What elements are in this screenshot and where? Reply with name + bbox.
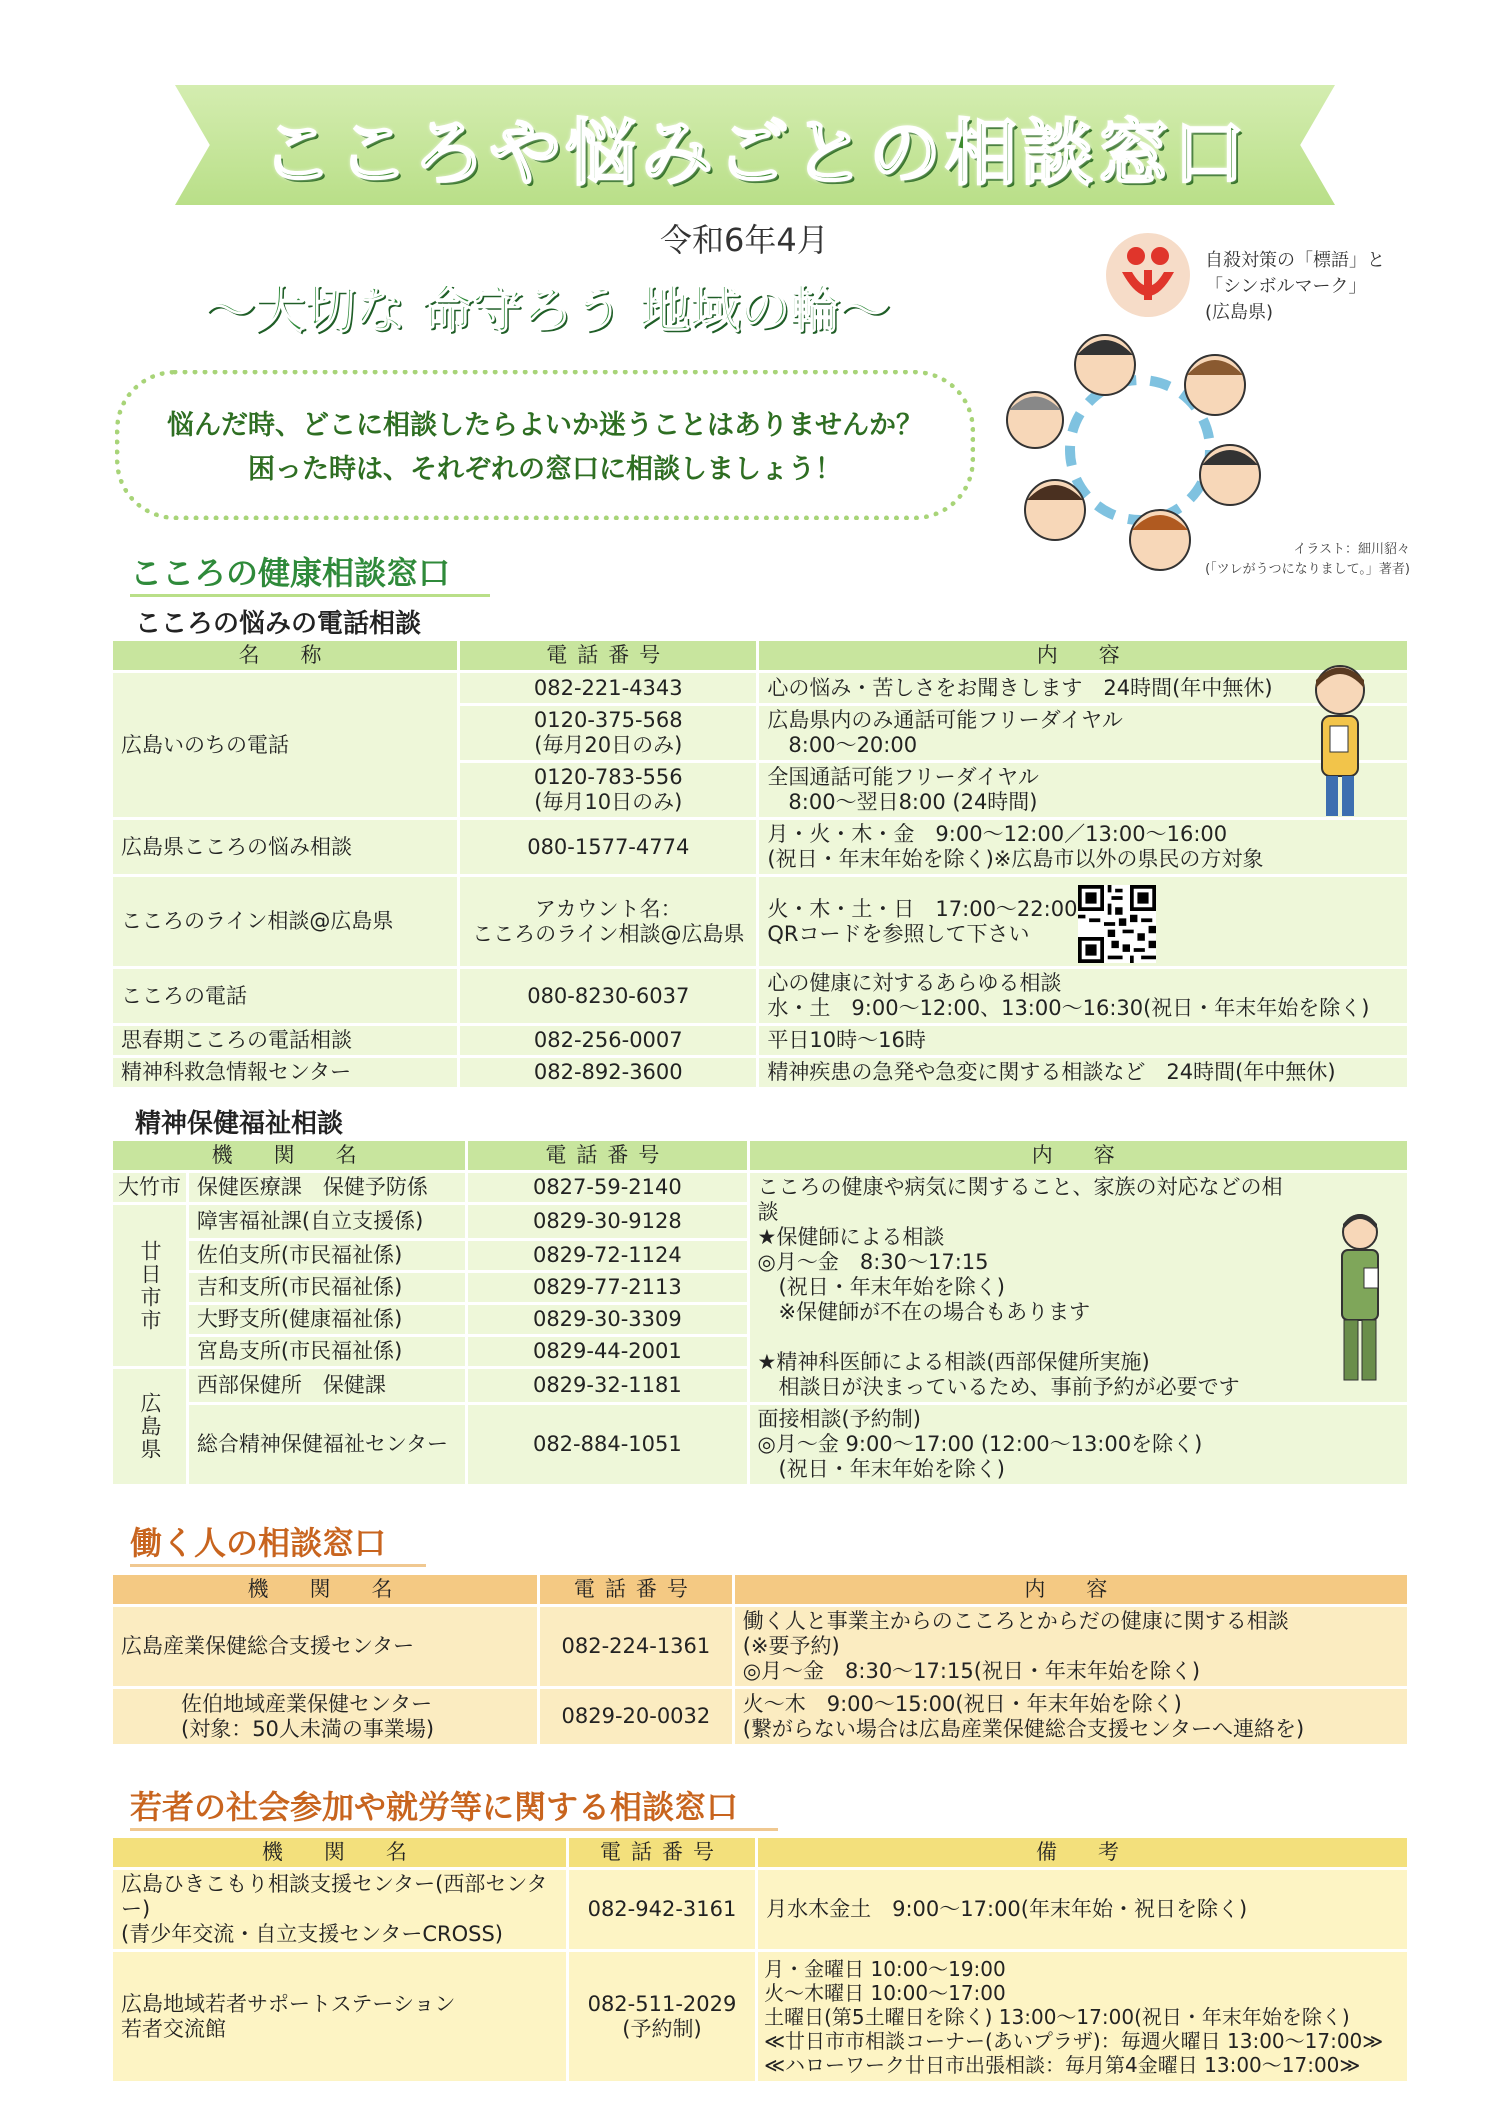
col-header-org: 機 関 名 bbox=[112, 1837, 568, 1869]
table-row bbox=[112, 819, 1409, 876]
credit-line: イラスト：細川貂々 bbox=[1293, 542, 1410, 557]
org-name: 広島いのちの電話 bbox=[112, 672, 459, 819]
bubble-line-2: 困った時は、それぞれの窓口に相談しましょう！ bbox=[248, 454, 842, 485]
table-row bbox=[112, 672, 1409, 705]
col-header-content: 内 容 bbox=[733, 1574, 1408, 1606]
col-header-phone: 電話番号 bbox=[539, 1574, 734, 1606]
org-name: 吉和支所(市民福祉係) bbox=[187, 1272, 466, 1304]
col-header-content: 内 容 bbox=[748, 1140, 1408, 1172]
content-text: 広島県内のみ通話可能フリーダイヤル 8:00～20:00 bbox=[758, 705, 1409, 762]
content-text: 全国通話可能フリーダイヤル 8:00～翌日8:00 (24時間) bbox=[758, 762, 1409, 819]
org-name: 大野支所(健康福祉係) bbox=[187, 1304, 466, 1336]
section-title-kokoro: こころの健康相談窓口 bbox=[130, 548, 490, 597]
credit-line: (「ツレがうつになりまして。」著者) bbox=[1205, 562, 1410, 577]
col-header-phone: 電話番号 bbox=[567, 1837, 756, 1869]
col-header-content: 内 容 bbox=[758, 640, 1409, 672]
table-row bbox=[112, 1404, 1409, 1486]
org-name: 保健医療課 保健予防係 bbox=[187, 1172, 466, 1204]
woman-on-phone-illustration bbox=[1300, 660, 1380, 820]
col-header-org: 機 関 名 bbox=[112, 1140, 467, 1172]
section-title-youth: 若者の社会参加や就労等に関する相談窓口 bbox=[130, 1782, 778, 1831]
page-title: こころや悩みごとの相談窓口 bbox=[260, 111, 1249, 195]
note-text: 月水木金土 9:00～17:00(年末年始・祝日を除く) bbox=[757, 1869, 1409, 1951]
org-name: 宮島支所(市民福祉係) bbox=[187, 1336, 466, 1368]
subtitle-mental-health: 精神保健福祉相談 bbox=[135, 1109, 344, 1139]
title-banner bbox=[175, 85, 1335, 205]
symbol-mark-icon bbox=[1100, 230, 1196, 320]
table-header-row bbox=[112, 1140, 1409, 1172]
org-name: こころのライン相談@広島県 bbox=[112, 876, 459, 968]
content-text: 精神疾患の急発や急変に関する相談など 24時間(年中無休) bbox=[758, 1057, 1409, 1089]
org-name: 佐伯地域産業保健センター (対象：50人未満の事業場) bbox=[112, 1688, 539, 1746]
org-name: 広島県こころの悩み相談 bbox=[112, 819, 459, 876]
illustration-credit bbox=[1170, 540, 1410, 580]
col-header-phone: 電話番号 bbox=[459, 640, 758, 672]
content-text: 火～木 9:00～15:00(祝日・年末年始を除く) (繋がらない場合は広島産業保健総合支援センターへ連絡を) bbox=[733, 1688, 1408, 1746]
phone-number: 082-942-3161 bbox=[567, 1869, 756, 1951]
youth-table bbox=[110, 1835, 1410, 2084]
phone-number: 0120-375-568 (毎月20日のみ) bbox=[459, 705, 758, 762]
content-text: 心の悩み・苦しさをお聞きします 24時間(年中無休) bbox=[758, 672, 1409, 705]
health-worker-illustration bbox=[1330, 1210, 1390, 1385]
city-name: 廿日市市 bbox=[112, 1204, 188, 1368]
org-name: 西部保健所 保健課 bbox=[187, 1368, 466, 1404]
org-name: 思春期こころの電話相談 bbox=[112, 1025, 459, 1057]
phone-number: 0829-30-3309 bbox=[467, 1304, 748, 1336]
note-text: 月・金曜日 10:00～19:00 火～木曜日 10:00～17:00 土曜日(第5土曜日を除く) 13:00～17:00(祝日・年末年始を除く) ≪廿日市市相談コーナー(あいプラザ)：毎週火曜日 13:00～17:00≫ ≪ハローワーク廿日市出張相談：毎月第4金曜日 13:00～17:00≫ bbox=[757, 1951, 1409, 2083]
org-name: 障害福祉課(自立支援係) bbox=[187, 1204, 466, 1240]
phone-number: 080-1577-4774 bbox=[459, 819, 758, 876]
table-row bbox=[112, 1688, 1409, 1746]
col-header-note: 備 考 bbox=[757, 1837, 1409, 1869]
org-name: 広島ひきこもり相談支援センター(西部センター) (青少年交流・自立支援センターCROSS) bbox=[112, 1869, 568, 1951]
content-text: 心の健康に対するあらゆる相談 水・土 9:00～12:00、13:00～16:30(祝日・年末年始を除く) bbox=[758, 968, 1409, 1025]
phone-number: 082-892-3600 bbox=[459, 1057, 758, 1089]
org-name: 佐伯支所(市民福祉係) bbox=[187, 1240, 466, 1272]
table-row bbox=[112, 1025, 1409, 1057]
phone-number: 0827-59-2140 bbox=[467, 1172, 748, 1204]
phone-number: 082-221-4343 bbox=[459, 672, 758, 705]
logo-caption bbox=[1205, 248, 1385, 326]
city-name: 広島県 bbox=[112, 1368, 188, 1486]
table-row bbox=[112, 1172, 1409, 1204]
content-text: 月・火・木・金 9:00～12:00／13:00～16:00 (祝日・年末年始を除く)※広島市以外の県民の方対象 bbox=[758, 819, 1409, 876]
phone-number: 0829-20-0032 bbox=[539, 1688, 734, 1746]
phone-consult-table bbox=[110, 638, 1410, 1090]
content-text: こころの健康や病気に関すること、家族の対応などの相談 ★保健師による相談 ◎月～金 8:30～17:15 (祝日・年末年始を除く) ※保健師が不在の場合もあります ★精神科医師による相談(西部保健所実施) 相談日が決まっているため、事前予約が必要です bbox=[748, 1172, 1408, 1404]
people-circle-illustration bbox=[995, 325, 1285, 575]
phone-number: 082-511-2029 (予約制) bbox=[567, 1951, 756, 2083]
org-name: こころの電話 bbox=[112, 968, 459, 1025]
subtitle-phone-consult: こころの悩みの電話相談 bbox=[135, 609, 422, 639]
org-name: 広島地域若者サポートステーション 若者交流館 bbox=[112, 1951, 568, 2083]
mental-health-table bbox=[110, 1138, 1410, 1487]
issue-date: 令和6年4月 bbox=[660, 221, 829, 259]
slogan: ～大切な 命守ろう 地域の輪～ bbox=[205, 281, 890, 339]
table-row bbox=[112, 1606, 1409, 1688]
phone-number: 0829-44-2001 bbox=[467, 1336, 748, 1368]
phone-number: 0829-30-9128 bbox=[467, 1204, 748, 1240]
org-name: 総合精神保健福祉センター bbox=[187, 1404, 466, 1486]
content-text: 平日10時～16時 bbox=[758, 1025, 1409, 1057]
table-header-row bbox=[112, 1837, 1409, 1869]
phone-number: 0120-783-556 (毎月10日のみ) bbox=[459, 762, 758, 819]
col-header-name: 名 称 bbox=[112, 640, 459, 672]
section-title-workers: 働く人の相談窓口 bbox=[130, 1518, 426, 1567]
org-name: 精神科救急情報センター bbox=[112, 1057, 459, 1089]
col-header-phone: 電話番号 bbox=[467, 1140, 748, 1172]
bubble-line-1: 悩んだ時、どこに相談したらよいか迷うことはありませんか？ bbox=[167, 410, 923, 441]
phone-number: 082-224-1361 bbox=[539, 1606, 734, 1688]
org-name: 広島産業保健総合支援センター bbox=[112, 1606, 539, 1688]
table-row bbox=[112, 968, 1409, 1025]
phone-number: 080-8230-6037 bbox=[459, 968, 758, 1025]
phone-number: 082-256-0007 bbox=[459, 1025, 758, 1057]
table-row bbox=[112, 876, 1409, 968]
qr-code-icon bbox=[1078, 885, 1156, 963]
speech-bubble bbox=[115, 370, 975, 520]
logo-caption-line: 「シンボルマーク」 bbox=[1205, 276, 1367, 297]
table-header-row bbox=[112, 1574, 1409, 1606]
logo-caption-line: 自殺対策の「標語」と bbox=[1205, 250, 1385, 271]
phone-number: 0829-32-1181 bbox=[467, 1368, 748, 1404]
phone-number: 0829-77-2113 bbox=[467, 1272, 748, 1304]
col-header-org: 機 関 名 bbox=[112, 1574, 539, 1606]
table-header-row bbox=[112, 640, 1409, 672]
phone-number: 082-884-1051 bbox=[467, 1404, 748, 1486]
line-account: アカウント名： こころのライン相談@広島県 bbox=[459, 876, 758, 968]
content-text: 面接相談(予約制) ◎月～金 9:00～17:00 (12:00～13:00を除く) (祝日・年末年始を除く) bbox=[748, 1404, 1408, 1486]
table-row bbox=[112, 1951, 1409, 2083]
table-row bbox=[112, 1869, 1409, 1951]
phone-number: 0829-72-1124 bbox=[467, 1240, 748, 1272]
content-text: 働く人と事業主からのこころとからだの健康に関する相談 (※要予約) ◎月～金 8:30～17:15(祝日・年末年始を除く) bbox=[733, 1606, 1408, 1688]
table-row bbox=[112, 1057, 1409, 1089]
city-name: 大竹市 bbox=[112, 1172, 188, 1204]
workers-table bbox=[110, 1572, 1410, 1747]
content-text: 火・木・土・日 17:00～22:00 QRコードを参照して下さい bbox=[758, 876, 1409, 968]
logo-caption-line: (広島県) bbox=[1205, 302, 1274, 323]
